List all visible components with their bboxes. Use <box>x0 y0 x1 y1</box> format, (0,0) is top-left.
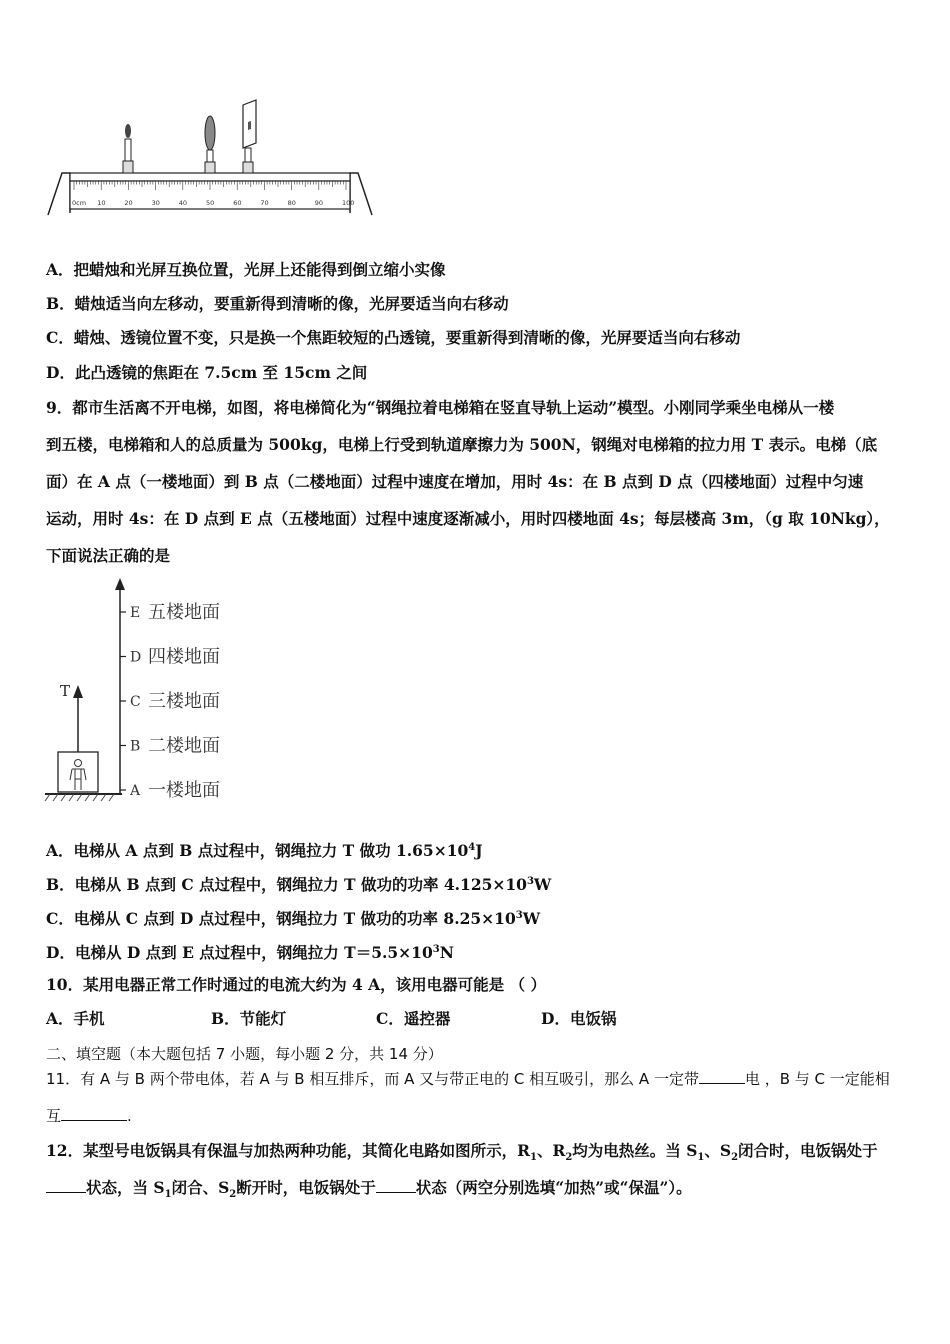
q8-option-c: C．蜡烛、透镜位置不变，只是换一个焦距较短的凸透镜，要重新得到清晰的像，光屏要适当向右移动 <box>46 328 741 347</box>
elevator-box <box>58 752 98 792</box>
q8-option-b: B．蜡烛适当向左移动，要重新得到清晰的像，光屏要适当向右移动 <box>46 294 509 313</box>
q12-line1: 12．某型号电饭锅具有保温与加热两种功能，其简化电路如图所示，$R_1$、$R_2$均为电热丝。当 $S_1$、$S_2$闭合时，电饭锅处于 <box>46 1141 878 1164</box>
q10-option-c: C．遥控器 <box>376 1009 451 1028</box>
q11-blank-1[interactable] <box>699 1069 745 1084</box>
floor-letter: E <box>130 605 141 621</box>
q10-option-a: A．手机 <box>46 1009 105 1028</box>
ruler-tick-label: 20 <box>124 199 133 207</box>
q9-stem-line3: 面）在 A 点（一楼地面）到 B 点（二楼地面）过程中速度在增加，用时 4s：在 B 点到 D 点（四楼地面）过程中匀速 <box>46 472 864 491</box>
q10-stem: 10．某用电器正常工作时通过的电流大约为 4 A，该用电器可能是 （ ） <box>46 975 546 994</box>
convex-lens <box>205 116 215 173</box>
q9-option-d: D．电梯从 D 点到 E 点过程中，钢绳拉力 $T=5.5\times 10^3N$ <box>46 943 454 963</box>
q8-option-d: D．此凸透镜的焦距在 7.5cm 至 15cm 之间 <box>46 363 368 382</box>
ruler-tick-label: 80 <box>287 199 296 207</box>
floor-label: 二楼地面 <box>148 735 220 757</box>
floor-label: 一楼地面 <box>148 780 220 801</box>
q9-stem-line2: 到五楼，电梯箱和人的总质量为 500kg，电梯上行受到轨道摩擦力为 500N，钢绳对电梯箱的拉力用 T 表示。电梯（底 <box>46 435 878 454</box>
q11-blank-2[interactable] <box>61 1106 127 1121</box>
tension-label: T <box>60 682 71 700</box>
q11-line2: 互 . <box>46 1107 132 1125</box>
ruler-start-label: 0cm <box>72 199 87 207</box>
q9-stem-line5: 下面说法正确的是 <box>46 546 171 565</box>
floor-letter: C <box>130 694 141 710</box>
q9-option-a: A．电梯从 A 点到 B 点过程中，钢绳拉力 T 做功 $1.65\times 10^4J$ <box>46 841 483 861</box>
ruler-tick-label: 90 <box>314 199 324 207</box>
ruler-tick-label: 70 <box>260 199 269 207</box>
floor-letter: D <box>130 649 142 666</box>
floor-label: 五楼地面 <box>148 602 220 623</box>
q9-stem-line1: 9．都市生活离不开电梯，如图，将电梯简化为“钢绳拉着电梯箱在竖直导轨上运动”模型。小刚同学乘坐电梯从一楼 <box>46 398 835 417</box>
q8-option-a: A．把蜡烛和光屏互换位置，光屏上还能得到倒立缩小实像 <box>46 260 446 279</box>
q10-option-b: B．节能灯 <box>211 1009 287 1028</box>
ruler-tick-label: 60 <box>233 199 242 207</box>
floor-label: 三楼地面 <box>148 691 220 712</box>
floor-letter: B <box>130 738 141 755</box>
q11-line1: 11．有 A 与 B 两个带电体，若 A 与 B 相互排斥，而 A 又与带正电的 C 相互吸引，那么 A 一定带 电 ，B 与 C 一定能相 <box>46 1070 890 1088</box>
optical-bench-figure <box>40 95 380 220</box>
light-screen <box>243 100 256 173</box>
ruler-tick-label: 40 <box>178 199 188 207</box>
section-2-heading: 二、填空题（本大题包括 7 小题，每小题 2 分，共 14 分） <box>46 1045 443 1063</box>
q12-blank-2[interactable] <box>376 1178 416 1193</box>
q9-stem-line4: 运动，用时 4s：在 D 点到 E 点（五楼地面）过程中速度逐渐减小，用时四楼地面 4s；每层楼高 3m，（g 取 10Nkg）， <box>46 509 890 528</box>
q10-option-d: D．电饭锅 <box>541 1009 617 1028</box>
q12-line2: 状态，当 $S_1$闭合、$S_2$断开时，电饭锅处于 状态（两空分别选填“加热”或“保温”）。 <box>46 1178 692 1205</box>
q9-option-b: B．电梯从 B 点到 C 点过程中，钢绳拉力 T 做功的功率 $4.125\times 10^3W$ <box>46 875 552 895</box>
floor-label: 四楼地面 <box>148 646 220 668</box>
ruler-tick-label: 10 <box>97 199 106 207</box>
ruler-tick-label: 100 <box>342 199 355 207</box>
ruler-tick-label: 50 <box>206 199 215 207</box>
q9-option-c: C．电梯从 C 点到 D 点过程中，钢绳拉力 T 做功的功率 $8.25\times 10^3W$ <box>46 909 541 929</box>
candle <box>123 124 133 173</box>
floor-letter: A <box>130 783 141 799</box>
q12-blank-1[interactable] <box>46 1178 86 1193</box>
ruler-tick-label: 30 <box>151 199 160 207</box>
elevator-figure <box>40 572 300 807</box>
q10-options <box>46 1009 616 1029</box>
